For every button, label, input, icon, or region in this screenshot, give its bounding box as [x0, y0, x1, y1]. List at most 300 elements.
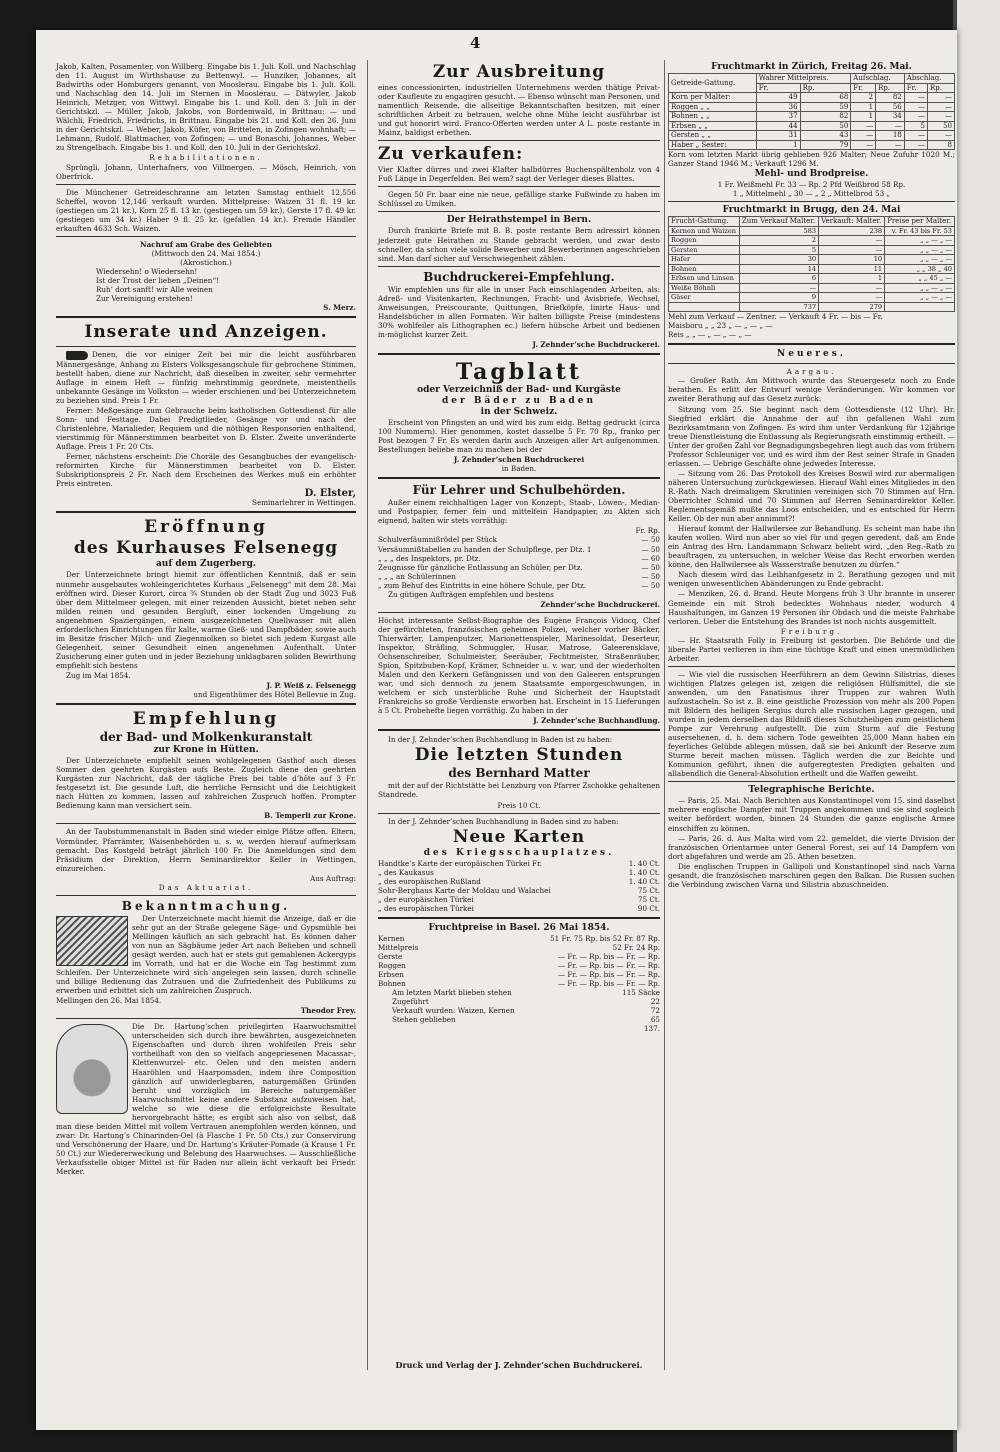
- lehrer-item-label: Zeugnisse für gänzliche Entlassung an Schüler, per Dtz.: [378, 562, 583, 572]
- karten-item: [378, 859, 660, 868]
- fusswinde-text: Gegen 50 Fr. baar eine nie neue, gefällige starke Fußwinde zu haben im Schlüssel zu Umiken.: [378, 190, 660, 209]
- brugg-row: [669, 264, 955, 274]
- vidocq-signature: J. Zehnder’sche Buchhandlung.: [533, 716, 660, 726]
- brugg-extra-row: Maisboru „ „ 23 „ — „ — „ —: [668, 321, 773, 331]
- unit-header: Fr.: [904, 83, 927, 93]
- zurich-row-cell: 68: [800, 93, 851, 103]
- brugg-col-header: Verkauft: Malter.: [819, 217, 885, 227]
- matter-subheading: des Bernhard Matter: [448, 766, 590, 781]
- brugg-row-cell: „ „ 38 „ 40: [885, 264, 955, 274]
- aargau-heading: Aargau.: [786, 367, 837, 377]
- brugg-row-cell: 1: [819, 274, 885, 284]
- telegraph-paragraph: — Paris, 26. d. Aus Malta wird vom 22. gemeldet, die vierte Division der französischen Orientarmee unter General Forest, sei auf 14 Dampfern von dort abgefahren und werde am 25. Athen besetzen.: [668, 833, 955, 861]
- zurich-row-cell: 59: [800, 102, 851, 112]
- verkaufen-heading: Zu verkaufen:: [378, 144, 524, 165]
- poem-signature: S. Merz.: [323, 303, 356, 313]
- felsenegg-location: auf dem Zugerberg.: [155, 559, 257, 570]
- karten-heading: Neue Karten: [452, 826, 586, 847]
- druckerei-heading: Buchdruckerei-Empfehlung.: [423, 269, 615, 284]
- aargau-paragraph: — Menziken, 26. d. Brand. Heute Morgens früh 3 Uhr brannte in unserer Gemeinde ein mit Stroh bedecktes Wohnhaus nieder, wodurch 4 Haushaltungen, im Ganzen 19 Personen ihr Obdach und die meiste Fahrhabe verloren. Ueber die Entstehung des Brandes ist noch nichts ausgemittelt.: [668, 589, 955, 626]
- brugg-row-cell: 238: [819, 226, 885, 236]
- brugg-row: [669, 236, 955, 246]
- zurich-col-header: Abschlag.: [904, 74, 954, 84]
- lehrer-item-label: „ „ „ an Schülerinnen: [378, 571, 456, 581]
- ads-heading: Inserate und Anzeigen.: [84, 322, 328, 343]
- divider: [56, 316, 356, 318]
- karten-item-label: „ des europäischen Rußland: [378, 876, 481, 886]
- divider: [56, 703, 356, 705]
- bankruptcy-notices: Jakob, Kalten, Posamenter, von Willberg. Eingabe bis 1. Juli. Koll. und Nachschlag den 11. August im Wirthshause zu Bettenwyl. — Hunziker, Johannes, alt Badwirths oder Homburgers genannt, von Mooslerau. Eingabe bis 1. Juli. Koll. und Nachschlag den 14. Juli im Sternen in Mooslerau. — Dätwyler, Jakob Heinrich, Metzger, von Wittwyl. Eingabe bis 1. und Koll. den 3. Juli in der Gerichtskzl. — Müller, Jakob, Jakobs, von Bordemwald, in Brittnau; — und Wälchli, Friedrich, Friedrichs, in Brittnau. Eingabe bis 21. und Koll. den 26. Juni in der Gerichtskzl. — Weber, Jakob, Küfer, von Brittelen, in Zofingen wohnhaft; — Lehmann, Rudolf, Blattmacher, von Zofingen; — und Bonaschi, Johannes, Weber zu Strengelbach. Eingabe bis 1. und Koll. den 10. Juli in der Gerichtskzl.: [56, 62, 356, 153]
- brot-row: 1 „ Mittelmehl „ 30 — „ 2 „ Mittelbrod 53 „: [732, 189, 891, 199]
- divider: [378, 266, 660, 267]
- zurich-row-cell: —: [851, 121, 876, 131]
- zurich-row-cell: Korn per Malter:: [669, 93, 757, 103]
- zurich-row-cell: —: [928, 131, 955, 141]
- basel-row: [378, 970, 660, 979]
- elster-ad-text-3: Ferner, nächstens erscheint: Die Choräle des Gesangbuches der evangelisch-reformirten Kirche für Männerstimmen bearbeitet von D. Elster. Subskriptionspreis 2 Fr. Nach dem Erscheinen des Werkes muß ein erhöhter Preis eintreten.: [56, 452, 356, 489]
- zurich-row-cell: 34: [876, 112, 905, 122]
- druckerei-text: Wir empfehlen uns für alle in unser Fach einschlagenden Arbeiten, als: Adreß- und Visitenkarten, Rechnungen, Fracht- und Avisbriefe, Wechsel, Anweisungen, Preiscourante, Quittungen, Briefköpfe, linirte Haus- und Handelsbücher in allen Formaten. Wir halten billigste Preise (mindestens 30% wohlfeiler als Lithographen ec.) liefern hübsche Arbeit und bedienen in-möglichst kurzer Zeit.: [378, 284, 660, 339]
- karten-item: [378, 895, 660, 904]
- elster-ad-text-2: Ferner: Meßgesänge zum Gebrauche beim katholischen Gottesdienst für alle Sonn- und Festtage. Dabei Predigtlieder, Gesänge vor und nach der Christenlehre, Marialieder, Requiem und die nöthigen Responsorien enthaltend, vierstimmig für Männerstimmen bearbeitet von D. Elster. Zweite unveränderte Auflage. Preis 1 Fr. 20 Cts.: [56, 405, 356, 452]
- zurich-col-header: Getreide-Gattung.: [669, 74, 757, 93]
- muehle-text: Der Unterzeichnete macht hiemit die Anzeige, daß er die sehr gut an der Straße gelegene Säge- und Gypsmühle bei Mellingen käuflich an sich gebracht hat. Es können daher von nun an Sägbäume jeder Art nach Belieben und schnell gesägt werden, auch hat er stets gut gemahlenen Ackergyps im Vorrath, und hat er die Woche ein Tag bestimmt zum Schleifen. Der Unterzeichnete wird sich angelegen sein lassen, durch schnelle und billige Bedienung das Zutrauen und die Zufriedenheit des Publikums zu erwerben und erbittet sich um zahlreichen Zuspruch.: [56, 913, 356, 996]
- zurich-row-cell: Erbsen „ „: [669, 121, 757, 131]
- tagblatt-heading: Tagblatt: [455, 358, 583, 385]
- lehrer-item: [378, 563, 660, 572]
- lehrer-text: Außer einem reichhaltigen Lager von Konzept-, Staab-, Löwen-, Median- und Postpapier, ferner fein und mittelfein Handpapier, zu Akten sich eignend, halten wir stets vorräthig:: [378, 498, 660, 526]
- lehrer-signature: Zehnder’sche Buchdruckerei.: [540, 599, 660, 609]
- page-number: 4: [470, 34, 481, 52]
- zurich-row-cell: 36: [756, 102, 800, 112]
- divider: [378, 140, 660, 141]
- zurich-row-cell: —: [876, 140, 905, 150]
- karten-item-value: 1. 40 Ct.: [628, 858, 660, 868]
- rehab-heading: Rehabilitationen.: [149, 153, 263, 163]
- karten-item: [378, 886, 660, 895]
- zurich-row: [669, 131, 955, 141]
- pomade-jar-illustration: [56, 1024, 128, 1114]
- verkaufen-text: Vier Klafter dürres und zwei Klafter halbdürres Buchenspältenholz von 4 Fuß Länge in Degerfelden. Bei wem? sagt der Verleger dieses Blattes.: [378, 165, 660, 184]
- unit-header: Rp.: [928, 83, 955, 93]
- basel-summary-row: [392, 1015, 660, 1024]
- felsenegg-signature-2: und Eigenthümer des Hôtel Bellevue in Zug.: [193, 690, 356, 700]
- aargau-paragraph: Hierauf kommt der Hallwilersee zur Behandlung. Es scheint man habe ihn kaufen wollen. Wird nun aber so viel für und gegen geredent, daß am Ende ein Antrag des Hrn. Landammann Schwarz beliebt wird, „den Reg.-Rath zu beauftragen, zu untersuchen, in welcher Weise das Recht erworben werden könne, den Hallwilersee als Wasserstraße benutzen zu dürfen.“: [668, 524, 955, 570]
- basel-row-label: Kernen: [378, 933, 405, 943]
- karten-price-list: [378, 859, 660, 913]
- elster-signature-title: Seminarlehrer in Wettingen.: [252, 498, 356, 508]
- lehrer-item-value: — 60: [641, 553, 660, 563]
- brugg-row: [669, 302, 955, 312]
- aargau-paragraph: Nach diesem wird das Leibhanfgesetz in 2. Berathung gezogen und mit wenigen unwesentlichen Abänderungen zu Ende gebracht.: [668, 570, 955, 589]
- brugg-row-cell: —: [819, 293, 885, 303]
- brugg-col-header: Preise per Malter.: [885, 217, 955, 227]
- brugg-extra-row: Mehl zum Verkauf — Zentner. — Verkauft 4 Fr. — bis — Fr.: [668, 312, 883, 322]
- basel-summary-row-value: 72: [650, 1006, 660, 1016]
- lehrer-item-label: „ zum Behuf des Eintritts in eine höhere Schule, per Dtz.: [378, 580, 587, 590]
- zurich-row-cell: 79: [800, 140, 851, 150]
- news-heading: Neueres.: [777, 349, 846, 360]
- divider: [668, 343, 955, 345]
- lehrer-item-label: Versäumnißtabellen zu handen der Schulpflege, per Dtz. 1: [378, 544, 592, 554]
- column-3: [668, 62, 955, 890]
- lehrer-item: [378, 572, 660, 581]
- felsenegg-heading: Eröffnung: [144, 517, 268, 538]
- lehrer-item-value: — 50: [641, 562, 660, 572]
- divider: [56, 895, 356, 896]
- karten-intro: In der J. Zehnder’schen Buchhandlung in Baden sind zu haben:: [388, 816, 619, 826]
- basel-row-value: 51 Fr. 75 Rp. bis 52 Fr. 87 Rp.: [550, 933, 660, 943]
- hartung-ad-text: Die Dr. Hartung’schen privilegirten Haarwuchsmittel unterscheiden sich durch ihre bewährten, ausgezeichneten Eigenschaften und durch ihren wohlfeilen Preis sehr vortheilhaft von den so vielfach angepriesenen Macassar-, Klettenwurzel- etc. Oelen und den meisten andern Haaröhlen und Haarpomaden, indem ihre Composition gänzlich auf unwiderlegbaren, naturgemäßen Gründen beruht und vorzüglich im Bereiche naturgemäßer Haarwuchsmittel keine andere Substanz aufzuweisen hat, welche so wie diese die erfolgreichste Resultate hervorgebracht hätte; es ergibt sich also von selbst, daß man diese beiden Mittel mit vollem Vertrauen anempfohlen werden können, und zwar: Dr. Hartung’s Chinarinden-Oel (à Flasche 1 Fr. 50 Cts.) zur Conservirung und Verschönerung der Haare, und Dr. Hartung’s Kräuter-Pomade (à Krause 1 Fr. 50 Ct.) zur Wiedererweckung und Belebung des Haarwuchses. — Ausschließliche Verkaufsstelle obiger Mittel ist für Baden nur allein ächt verkauft bei Friedr. Merker.: [56, 1022, 356, 1177]
- basel-price-list: [378, 934, 660, 988]
- brugg-row: [669, 255, 955, 265]
- unit-header: Fr.: [851, 83, 876, 93]
- basel-summary-row: [392, 988, 660, 997]
- zurich-row-cell: 37: [756, 112, 800, 122]
- zurich-row-cell: —: [876, 121, 905, 131]
- brugg-row-cell: „ „ 45 „ —: [885, 274, 955, 284]
- zurich-row: [669, 121, 955, 131]
- zurich-row-cell: 43: [800, 131, 851, 141]
- karten-item-label: „ der europäischen Türkei: [378, 894, 474, 904]
- zurich-row: [669, 140, 955, 150]
- zurich-row-cell: 1: [756, 140, 800, 150]
- divider: [56, 236, 356, 237]
- karten-item-value: 75 Ct.: [637, 894, 660, 904]
- zurich-row-cell: Haber „ Sester:: [669, 140, 757, 150]
- brugg-row-cell: —: [819, 236, 885, 246]
- tagblatt-signature-2: in Baden.: [501, 464, 537, 474]
- basel-row-value: — Fr. — Rp. bis — Fr. — Rp.: [557, 952, 660, 961]
- munich-grain-report: Die Münchener Getreideschranne am letzten Samstag enthielt 12,556 Scheffel, wovon 12,146 verkauft wurden. Mittelpreise: Waizen 31 fl. 19 kr. (gestiegen um 21 kr.), Korn 25 fl. 13 kr. (gestiegen um 59 kr.), Gerste 17 fl. 49 kr. (gestiegen um 34 kr.) Haber 9 fl. 25 kr. (gefallen 14 kr.). Fremde Händler erkauften 4633 Sch. Waizen.: [56, 187, 356, 233]
- basel-row-label: Gerste: [378, 952, 403, 961]
- zurich-row-cell: Roggen „ „: [669, 102, 757, 112]
- basel-row-label: Mittelpreis: [378, 942, 419, 952]
- poem-line: Ist der Trost der lieben „Deinen“!: [96, 276, 220, 286]
- tagblatt-subheading-2: der Bäder zu Baden: [441, 395, 596, 406]
- divider: [378, 186, 660, 187]
- sawmill-illustration: [56, 916, 128, 966]
- zurich-heading: Fruchtmarkt in Zürich, Freitag 26. Mai.: [711, 62, 912, 72]
- huetten-heading: Empfehlung: [132, 709, 280, 730]
- aargau-paragraph: Sitzung vom 25. Sie beginnt nach dem Gottesdienste (12 Uhr). Hr. Siegfried erklärt die Annahme der auf ihn gefallenen Wahl zum Bezirksamtmann von Zofingen. Es wird ihm unter Verdankung für 12jährige treue Dienstleistung die Entlassung als Regierungsrath einstimmig ertheilt. — Unter der großen Zahl vor Begnadigungsbegehren liegt auch das vom frühern Professor Schleuniger vor, und es wird ihm der Rest seiner Strafe in Gnaden erlassen. — Uebrige Geschäfte ohne jedwedes Interesse.: [668, 404, 955, 468]
- zurich-row-cell: Gersten „ „: [669, 131, 757, 141]
- heirath-text: Durch frankirte Briefe mit B. B. poste restante Bern adressirt können jederzeit gute Heirathen zu Stande gebracht werden, und zwar desto schneller, da schon viele solide Bewerber und Bewerberinnen angeschrieben sind. Man darf sicher auf Verschwiegenheit zählen.: [378, 226, 660, 263]
- telegraph-heading: Telegraphische Berichte.: [748, 785, 875, 796]
- tagblatt-text: Erscheint von Pfingsten an und wird bis zum eidg. Bettag gedruckt (circa 100 Nummern). Hier genommen, kostet dasselbe 5 Fr. 70 Rp., franko per Post bezogen 7 Fr. Es werden darin auch Anzeigen aller Art aufgenommen. Bestellungen beliebe man zu machen bei der: [378, 417, 660, 455]
- divider: [378, 813, 660, 814]
- brugg-row-cell: v. Fr. 43 bis Fr. 53: [885, 226, 955, 236]
- karten-item: [378, 868, 660, 877]
- brugg-row-cell: Roggen: [669, 236, 740, 246]
- zurich-row-cell: 50: [928, 121, 955, 131]
- zurich-row-cell: —: [904, 93, 927, 103]
- ausbreitung-heading: Zur Ausbreitung: [432, 62, 606, 82]
- karten-item: [378, 904, 660, 913]
- zurich-row-cell: —: [928, 112, 955, 122]
- basel-row-value: 52 Fr. 24 Rp.: [612, 942, 660, 952]
- basel-row: [378, 952, 660, 961]
- brugg-row: [669, 245, 955, 255]
- elster-ad-text: Denen, die vor einiger Zeit bei mir die leicht ausführbaren Männergesänge, Anhang zu Elsters Volksgesangschule für gebrochene Stimmen, bestellt haben, diene zur Nachricht, daß dieselben in zweiter, sehr vermehrter Auflage in einem Heft — fünfzig mehrstimmig geordnete, meistentheils unbekannte Gesänge im Volkston — wieder erschienen und bei Unterzeichnetem zu beziehen sind. Preis 1 Fr.: [56, 350, 356, 405]
- zurich-row-cell: 18: [876, 131, 905, 141]
- tagblatt-subheading-3: in der Schweiz.: [480, 406, 558, 417]
- divider: [668, 363, 955, 364]
- lehrer-item: [378, 554, 660, 563]
- brugg-row-cell: Gersten: [669, 245, 740, 255]
- telegraph-paragraph: Die englischen Truppen in Gallipoli und Konstantinopel sind nach Varna gesandt, die französischen marschiren gegen den Balkan. Die Russen suchen die Verbindung zwischen Varna und Silistria abzuschneiden.: [668, 861, 955, 889]
- brugg-heading: Fruchtmarkt in Brugg, den 24. Mai: [722, 205, 901, 216]
- karten-item-label: Sohr-Berghaus Karte der Moldau und Walachei: [378, 885, 551, 895]
- lehrer-item-value: — 50: [641, 571, 660, 581]
- aargau-paragraph: — Großer Rath. Am Mittwoch wurde das Steuergesetz noch zu Ende berathen. Es erlitt der Entwurf wenige Veränderungen. Wir kommen vor zweiter Berathung auf das Gesetz zurück.: [668, 376, 955, 404]
- karten-item-value: 90 Ct.: [637, 903, 660, 913]
- rehab-text: Sprüngli, Johann, Unterhafners, von Villmergen. — Mösch, Heinrich, von Oberfrick.: [56, 162, 356, 181]
- poem-kind: (Akrostichon.): [180, 257, 232, 267]
- heirath-heading: Der Heirathstempel in Bern.: [446, 215, 592, 226]
- brugg-row-cell: 6: [739, 274, 818, 284]
- basel-row: [378, 943, 660, 952]
- column-2: [378, 62, 660, 1033]
- divider: [668, 201, 955, 202]
- muehle-signature: Theodor Frey.: [300, 1006, 356, 1016]
- basel-row: [378, 934, 660, 943]
- lehrer-heading: Für Lehrer und Schulbehörden.: [412, 483, 626, 498]
- zurich-col-header: Wahrer Mittelpreis.: [756, 74, 851, 84]
- brugg-row-cell: 9: [739, 293, 818, 303]
- freiburg-paragraph: — Hr. Staatsrath Folly in Freiburg ist gestorben. Die Behörde und die liberale Partei verlieren in ihm eine tüchtige Kraft und einen unermüdlichen Arbeiter.: [668, 635, 955, 663]
- karten-item: [378, 877, 660, 886]
- imprint: Druck und Verlag der J. Zehnder’schen Buchdruckerei.: [395, 1360, 643, 1370]
- muehle-place: Mellingen den 26. Mai 1854.: [56, 996, 162, 1006]
- vidocq-text: Höchst interessante Selbst-Biographie des Eugène François Vidocq, Chef der gefürchteten, französischen geheimen Polizei, welcher vorher Bäcker, Thierwärter, Lampenputzer, Marionettenspieler, Marinesoldat, Deserteur, Inspektor, Sträfling, Schmuggler, Husar, Matrose, Galeerensklave, Ochsenschreiber, Schulmeister, Seeräuber, Fechtmeister, Straßenräuber, Spion, Spitzbuben-Kopf, Krämer, Schneider u. v. war, und der wiederholten Malen und den Kerkern Gefängnissen und von den Galeeren entsprungen war, und sich dennoch zu jenem Staatsamte emporgeschwungen, in welchem er sich unsterbliche Ruhe und Sicherheit der Hauptstadt Frankreichs so große Verdienste erworben hat. Erscheint in 15 Lieferungen à 5 Ct. Probehefte liegen vorräthig. Zu haben in der: [378, 615, 660, 716]
- basel-summary-row-label: Am letzten Markt blieben stehen: [392, 988, 512, 998]
- brugg-row-cell: Bohnen: [669, 264, 740, 274]
- zurich-row-cell: 82: [876, 93, 905, 103]
- zurich-row-cell: —: [851, 140, 876, 150]
- lehrer-item: [378, 535, 660, 544]
- huetten-location: zur Krone in Hütten.: [153, 745, 259, 756]
- zurich-row-cell: 50: [800, 121, 851, 131]
- column-1: [56, 62, 356, 1177]
- basel-summary-row-value: 65: [650, 1015, 660, 1025]
- brugg-row-cell: „ „ — „ —: [885, 283, 955, 293]
- zurich-row-cell: —: [851, 131, 876, 141]
- divider: [378, 353, 660, 355]
- brugg-row-cell: Hafer: [669, 255, 740, 265]
- huetten-subheading: der Bad- und Molkenkuranstalt: [99, 730, 313, 745]
- zurich-row: [669, 93, 955, 103]
- basel-summary-row-value: 22: [650, 997, 660, 1007]
- matter-heading: Die letzten Stunden: [414, 745, 624, 766]
- divider: [378, 917, 660, 919]
- divider: [56, 511, 356, 513]
- basel-row-value: — Fr. — Rp. bis — Fr. — Rp.: [557, 961, 660, 971]
- next-page-edge: [957, 0, 1000, 1452]
- divider: [378, 612, 660, 613]
- divider: [378, 729, 660, 731]
- matter-text: mit der auf der Richtstätte bei Lenzburg von Pfarrer Zschokke gehaltenen Standrede.: [378, 781, 660, 800]
- brugg-row-cell: 11: [819, 264, 885, 274]
- zurich-row-cell: 56: [876, 102, 905, 112]
- brugg-row-cell: 737: [739, 302, 818, 312]
- russia-paragraph: — Wie viel die russischen Heerführern an dem Gewinn Silistrias, dieses wichtigen Platzes gelegen ist, zeigen die religiösen Hülfsmittel, die sie anwenden, um den Fanatismus ihrer Truppen zur wahren Wuth aufzustacheln. So ist z. B. eine geistliche Prozession von mehr als 200 Popen mit Bildern des heiligen Sergius durch alle russischen Lager gezogen, und wurden in jedem derselben das Bildniß dieses Schutzheiligen zum geistlichem Pompe zur Verehrung aufgestellt. Die zum Sturm auf die Festung ausersehenen, d. h. dem sichern Tode geweihten 25,000 Mann haben ein feyerliches Gelübde ablegen müssen, daß sie bei Ankunft der Reserve zum Sturme bereit machen müssen. Täglich werden die zur Beichte und Kommunion geführt, ihnen die aufgeregtesten Predigten gehalten und allabendlich die General-Absolution ertheilt und die Waffen geweiht.: [668, 669, 955, 779]
- basel-row-label: Bohnen: [378, 979, 406, 989]
- brugg-row-cell: „ „ — „ —: [885, 236, 955, 246]
- lehrer-item-label: „ „ „ des Inspektors, pr. Dtz.: [378, 553, 481, 563]
- basel-row-value: — Fr. — Rp. bis — Fr. — Rp.: [557, 979, 660, 989]
- zurich-row-cell: 8: [928, 140, 955, 150]
- divider: [56, 1018, 356, 1019]
- zurich-row-cell: —: [904, 112, 927, 122]
- brugg-row: [669, 274, 955, 284]
- basel-summary-row-label: Verkauft wurden: Waizen, Kernen: [392, 1006, 515, 1016]
- brugg-row-cell: —: [819, 245, 885, 255]
- karten-item-label: „ des Kaukasus: [378, 867, 434, 877]
- lehrer-item-value: — 50: [641, 580, 660, 590]
- basel-summary-row-value: 115 Säcke: [622, 988, 660, 998]
- unit-header: Rp.: [800, 83, 851, 93]
- huetten-signature: B. Temperli zur Krone.: [264, 811, 356, 821]
- zurich-row-cell: —: [904, 140, 927, 150]
- felsenegg-text: Der Unterzeichnete bringt hiemit zur öffentlichen Kenntniß, daß er sein nunmehr ausgebautes wohleingerichtetes Kurhaus „Felsenegg“ mit dem 28. Mai eröffnen wird. Dieser Kurort, circa ¾ Stunden ob der Stadt Zug und 3023 Fuß über dem Mittelmeer gelegen, mit einer reizenden Aussicht, bietet neben sehr milden reinen und gesunden Bergluft, einer lockenden Umgebung zu angenehmen Spaziergängen, einem ausgezeichneten Quellwasser mit allen erforderlichen Einrichtungen für kalte, warme Gieß- und Dampfbäder, sowie auch im Besitze frischer Milch- und Ziegenmolken so bietet sich jedem Kurgast alle Gelegenheit, seiner Gesundheit einen angenehmen Aufenthalt. Unter Zusicherung einer guten und in jeder Beziehung unklagbaren soliden Bewirthung empfiehlt sich bestens: [56, 570, 356, 670]
- basel-heading: Fruchtpreise in Basel. 26 Mai 1854.: [428, 922, 610, 933]
- column-rule-2: [664, 60, 665, 1370]
- divider: [668, 781, 955, 782]
- brugg-row: [669, 226, 955, 236]
- brugg-extra-row: Reis „ „ — „ — „ — „ —: [668, 330, 752, 340]
- tagblatt-signature: J. Zehnder’schen Buchdruckerei: [453, 455, 585, 465]
- basel-row-label: Roggen: [378, 961, 406, 971]
- poem-date: (Mittwoch den 24. Mai 1854.): [151, 248, 261, 258]
- unit-header: Fr.: [756, 83, 800, 93]
- divider: [56, 823, 356, 824]
- divider: [668, 666, 955, 667]
- karten-item-value: 75 Ct.: [637, 885, 660, 895]
- karten-item-value: 1. 40 Ct.: [628, 867, 660, 877]
- zurich-row-cell: 31: [756, 131, 800, 141]
- brugg-row: [669, 293, 955, 303]
- brugg-row: [669, 283, 955, 293]
- lehrer-item-value: — 50: [641, 535, 660, 545]
- taubstummen-signature: Aus Auftrag:: [310, 873, 356, 883]
- telegraph-paragraph: — Paris, 25. Mai. Nach Berichten aus Konstantinopel vom 15. sind daselbst mehrere englische Dampfer mit Truppen angekommen und sie sind sogleich weiter befördert worden, binnen 24 Stunden die ganze englische Armee einschiffen zu können.: [668, 796, 955, 833]
- karten-item-label: „ des europäischen Türkei: [378, 903, 474, 913]
- zurich-col-header: Aufschlag.: [851, 74, 904, 84]
- zurich-row-cell: —: [928, 93, 955, 103]
- lehrer-item-label: Schulverfäumnißrödel per Stück: [378, 535, 497, 545]
- matter-price: Preis 10 Ct.: [497, 800, 541, 810]
- tagblatt-subheading: oder Verzeichniß der Bad- und Kurgäste: [417, 384, 621, 395]
- zurich-row-cell: 5: [904, 121, 927, 131]
- lehrer-item: [378, 581, 660, 590]
- basel-row: [378, 961, 660, 970]
- zurich-row-cell: 49: [756, 93, 800, 103]
- brugg-extra: [668, 312, 955, 339]
- felsenegg-place: Zug im Mai 1854.: [66, 670, 131, 680]
- felsenegg-subheading: des Kurhauses Felsenegg: [73, 538, 339, 559]
- lehrer-item: [378, 545, 660, 554]
- karten-subheading: des Kriegsschauplatzes.: [423, 847, 615, 858]
- brugg-row-cell: „ „ — „ —: [885, 293, 955, 303]
- brugg-row-cell: 2: [739, 236, 818, 246]
- brugg-row-cell: 30: [739, 255, 818, 265]
- column-rule-1: [367, 60, 368, 1370]
- poem-line: Zur Vereinigung erstehen!: [96, 294, 193, 304]
- divider: [56, 184, 356, 185]
- basel-summary-row: [392, 997, 660, 1006]
- brot-heading: Mehl- und Brodpreise.: [754, 169, 869, 180]
- brugg-col-header: Zum Verkauf Malter.: [739, 217, 818, 227]
- basel-summary-row-label: Zugeführt: [392, 997, 429, 1007]
- zurich-row-cell: 2: [851, 93, 876, 103]
- lehrer-price-list: [378, 535, 660, 589]
- poem-line: Ruh’ dort sanft! wir Alle weinen: [96, 285, 213, 295]
- zurich-row-cell: —: [928, 102, 955, 112]
- brugg-col-header: Frucht-Gattung.: [669, 217, 740, 227]
- basel-summary-row: [392, 1006, 660, 1015]
- taubstummen-signature-2: Das Aktuariat.: [158, 882, 254, 892]
- brugg-row-cell: Weiße Böhnli: [669, 283, 740, 293]
- brugg-row-cell: Kernen und Waizen: [669, 226, 740, 236]
- basel-summary: [378, 988, 660, 1024]
- brugg-row-cell: 279: [819, 302, 885, 312]
- brugg-row-cell: „ „ — „ —: [885, 245, 955, 255]
- zurich-row-cell: 1: [851, 112, 876, 122]
- felsenegg-signature: J. P. Weiß z. Felsenegg: [266, 681, 356, 691]
- poem-title: Nachruf am Grabe des Geliebten: [140, 239, 272, 249]
- zurich-row-cell: Bohnen „ „: [669, 112, 757, 122]
- divider: [378, 211, 660, 212]
- brugg-row-cell: [669, 302, 740, 312]
- lehrer-unit: Fr. Rp.: [635, 526, 660, 536]
- brugg-market-table: [668, 216, 955, 312]
- zurich-row-cell: —: [904, 131, 927, 141]
- aargau-paragraph: — Sitzung vom 26. Das Protokoll des Kreises Boswil wird zur abermaligen näheren Untersuchung zurückgewiesen. Hierauf Wahl eines Mitgliedes in den R.-Rath. Nach dreimaligem Skrutinien vereinigen sich 70 Stimmen auf Hrn. Oberrichter Schmid und 70 Stimmen auf Herren Seminardirektor Keller. Reglementsgemäß mußte das Loos entscheiden, und es entschied für Herrn Keller. Ob der nun aber annimmt?!: [668, 468, 955, 524]
- brot-row: 1 Fr. Weißmehl Fr. 33 — Rp. 2 Pfd Weißbrod 58 Rp.: [717, 180, 906, 190]
- divider: [56, 346, 356, 347]
- brugg-row-cell: —: [819, 283, 885, 293]
- karten-item-value: 1. 40 Ct.: [628, 876, 660, 886]
- druckerei-signature: J. Zehnder’sche Buchdruckerei.: [532, 339, 660, 349]
- basel-total: 137.: [643, 1024, 660, 1034]
- zurich-row: [669, 102, 955, 112]
- brugg-row-cell: 10: [819, 255, 885, 265]
- zurich-row-cell: —: [904, 102, 927, 112]
- basel-row-value: — Fr. — Rp. bis — Fr. — Rp.: [557, 970, 660, 980]
- brugg-row-cell: 5: [739, 245, 818, 255]
- zurich-row-cell: 44: [756, 121, 800, 131]
- muehle-heading: Bekanntmachung.: [121, 898, 291, 913]
- huetten-text: Der Unterzeichnete empfiehlt seinen wohlgelegenen Gasthof auch dieses Sommer den geehrten Kurgästen aufs Beste. Zugleich diene den geehrten Kurgästen zur Nachricht, daß der tägliche Preis bei table d’hôte auf 3 Fr. festgesetzt ist. Die gesunde Luft, die herrliche Fernsicht und die Leichtigkeit nach Hütten zu kommen, lassen auf zahlreichen Zuspruch hoffen. Prompter Bedienung kann man versichert sein.: [56, 756, 356, 811]
- zurich-note: Korn vom letzten Markt übrig geblieben 926 Malter; Neue Zufuhr 1020 M.; Ganzer Stand 1946 M.; Verkauft 1296 M.: [668, 150, 955, 169]
- zurich-row-cell: 1: [851, 102, 876, 112]
- brugg-row-cell: [885, 302, 955, 312]
- divider: [378, 477, 660, 479]
- brugg-row-cell: Erbsen und Linsen: [669, 274, 740, 284]
- brugg-row-cell: —: [739, 283, 818, 293]
- taubstummen-text: An der Taubstummenanstalt in Baden sind wieder einige Plätze offen. Eltern, Vormünder, Pfarrämter, Waisenbehörden u. s. w. werden hierauf aufmerksam gemacht. Das Kostgeld beträgt jährlich 100 Fr. Die Anmeldungen sind dem Präsidium der Direktion, Herrn Seminardirektor Keller in Wettingen, einzureichen.: [56, 827, 356, 873]
- brugg-row-cell: „ „ — „ —: [885, 255, 955, 265]
- brugg-row-cell: 583: [739, 226, 818, 236]
- zurich-row: [669, 112, 955, 122]
- pointing-hand-icon: [66, 351, 88, 360]
- lehrer-item-value: — 50: [641, 544, 660, 554]
- lehrer-close: Zu gütigen Aufträgen empfehlen und bestens: [388, 589, 554, 599]
- freiburg-heading: Freiburg.: [780, 626, 843, 636]
- elster-signature: D. Elster,: [304, 488, 356, 500]
- basel-row-label: Erbsen: [378, 970, 404, 980]
